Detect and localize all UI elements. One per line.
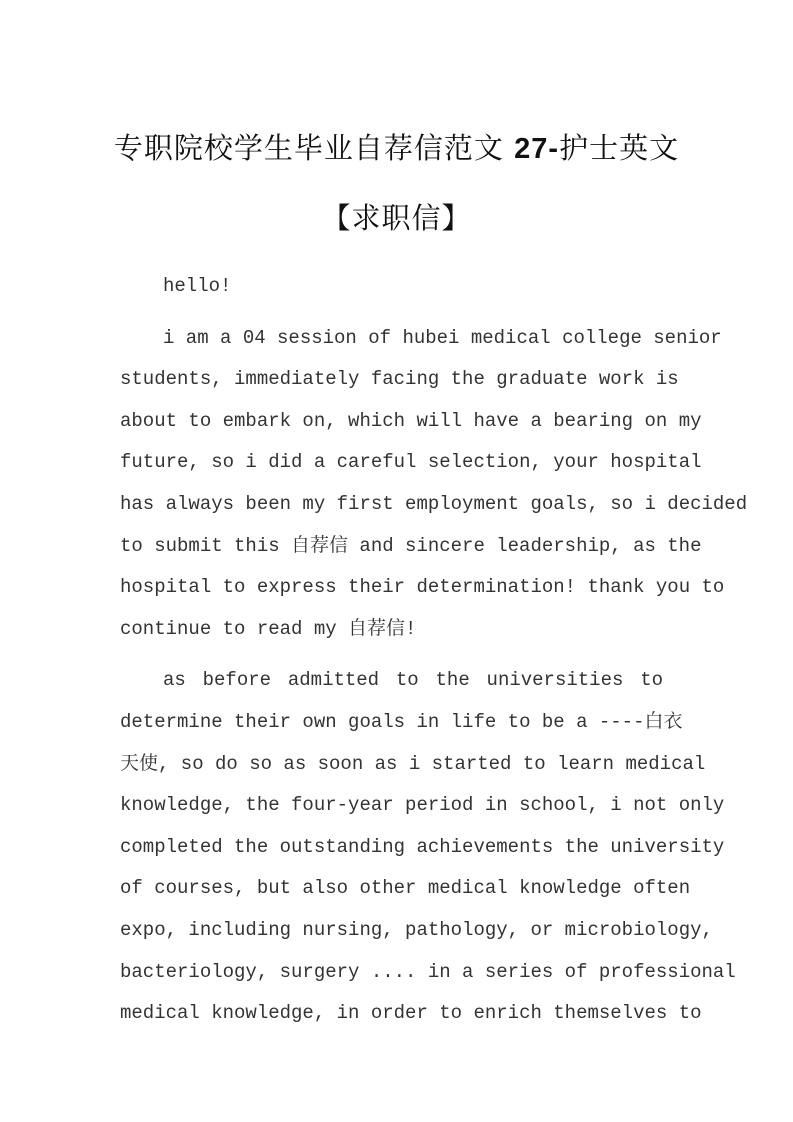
text-line: as before admitted to the universities to — [163, 669, 663, 692]
text-line: to submit this 自荐信 and sincere leadership, as the — [120, 534, 702, 557]
text-line: bacteriology, surgery .... in a series of professional — [120, 960, 736, 983]
title-text-suffix: 护士英文 — [559, 131, 680, 165]
paragraph — [120, 324, 748, 657]
text-line: of courses, but also other medical knowledge often — [120, 877, 691, 900]
text-line: has always been my first employment goals, so i decided — [120, 492, 748, 515]
text-line: continue to read my 自荐信! — [120, 617, 417, 640]
text-line: i am a 04 session of hubei medical college senior — [163, 326, 722, 349]
text-line: knowledge, the four-year period in school, i not only — [120, 794, 725, 817]
text-line: future, so i did a careful selection, your hospital — [120, 451, 702, 474]
text-line: medical knowledge, in order to enrich themselves to — [120, 1002, 702, 1025]
paragraph — [120, 272, 663, 314]
document-title — [0, 126, 793, 167]
title-number: 27- — [514, 133, 560, 165]
paragraph — [120, 666, 736, 1040]
document-body — [120, 272, 748, 1051]
text-line: expo, including nursing, pathology, or microbiology, — [120, 918, 713, 941]
text-line: hospital to express their determination! thank you to — [120, 576, 725, 599]
text-line: completed the outstanding achievements the university — [120, 835, 725, 858]
document-subtitle: 【求职信】 — [321, 201, 472, 235]
text-line: hello! — [163, 275, 232, 297]
text-line: about to embark on, which will have a bearing on my — [120, 409, 702, 432]
title-text: 专职院校学生毕业自荐信范文 — [113, 131, 504, 165]
text-line: 天使, so do so as soon as i started to learn medical — [120, 752, 706, 775]
text-line: students, immediately facing the graduate work is — [120, 368, 679, 391]
text-line: determine their own goals in life to be a ----白衣 — [120, 710, 683, 733]
